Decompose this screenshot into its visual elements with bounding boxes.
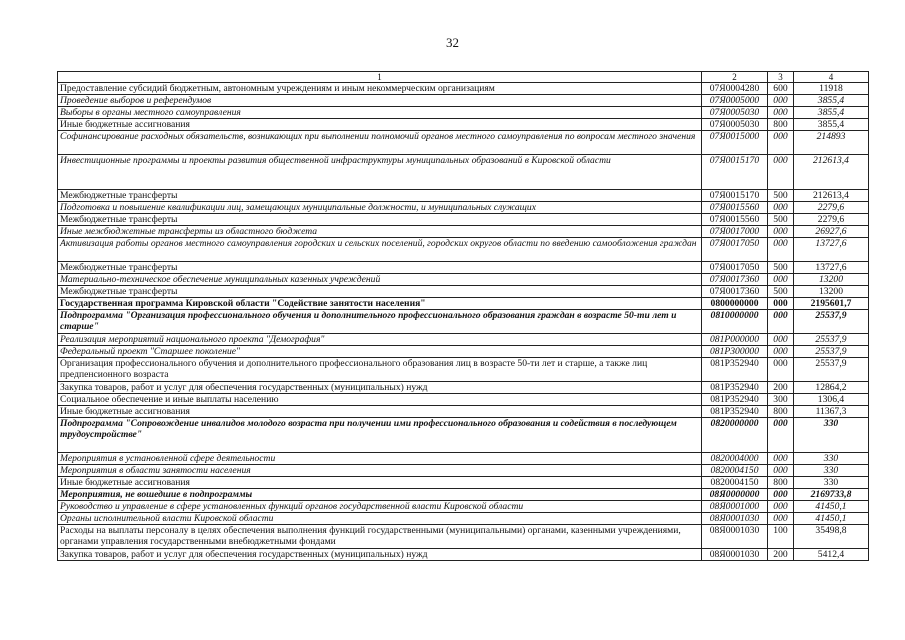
type-cell: 000 [768, 418, 794, 453]
table-row [58, 119, 869, 131]
type-cell: 200 [768, 549, 794, 561]
sum-cell: 26927,6 [794, 226, 869, 238]
type-cell: 500 [768, 214, 794, 226]
code-cell: 07Я0017360 [702, 286, 768, 298]
type-cell: 000 [768, 346, 794, 358]
name-cell: Иные бюджетные ассигнования [58, 406, 702, 418]
sum-cell: 2195601,7 [794, 298, 869, 310]
sum-cell: 212613,4 [794, 155, 869, 190]
name-cell: Реализация мероприятий национального проекта "Демография" [58, 334, 702, 346]
name-cell: Социальное обеспечение и иные выплаты населению [58, 394, 702, 406]
sum-cell: 330 [794, 465, 869, 477]
sum-cell: 13200 [794, 286, 869, 298]
code-cell: 07Я0005030 [702, 119, 768, 131]
code-cell: 07Я0017360 [702, 274, 768, 286]
sum-cell: 330 [794, 418, 869, 453]
name-cell: Межбюджетные трансферты [58, 262, 702, 274]
code-cell: 081P352940 [702, 382, 768, 394]
code-cell: 07Я0015560 [702, 202, 768, 214]
name-cell: Мероприятия в области занятости населения [58, 465, 702, 477]
name-cell: Государственная программа Кировской области "Содействие занятости населения" [58, 298, 702, 310]
sum-cell: 330 [794, 477, 869, 489]
code-cell: 07Я0017050 [702, 262, 768, 274]
type-cell: 000 [768, 95, 794, 107]
type-cell: 500 [768, 190, 794, 202]
name-cell: Межбюджетные трансферты [58, 286, 702, 298]
code-cell: 0820004150 [702, 465, 768, 477]
code-cell: 08Я0001030 [702, 525, 768, 549]
sum-cell: 3855,4 [794, 95, 869, 107]
code-cell: 07Я0017000 [702, 226, 768, 238]
code-cell: 0800000000 [702, 298, 768, 310]
sum-cell: 35498,8 [794, 525, 869, 549]
sum-cell: 3855,4 [794, 119, 869, 131]
name-cell: Материально-техническое обеспечение муниципальных казенных учреждений [58, 274, 702, 286]
table-row [58, 202, 869, 214]
type-cell: 000 [768, 298, 794, 310]
budget-table [57, 71, 869, 561]
type-cell: 000 [768, 107, 794, 119]
table-row [58, 525, 869, 549]
table-row [58, 310, 869, 334]
code-cell: 07Я0015170 [702, 155, 768, 190]
code-cell: 0820004150 [702, 477, 768, 489]
name-cell: Организация профессионального обучения и дополнительного профессионального образования лиц в возрасте 50-ти лет и старше, а также лиц предпенсионного возраста [58, 358, 702, 382]
code-cell: 07Я0015170 [702, 190, 768, 202]
table-row [58, 394, 869, 406]
name-cell: Подпрограмма "Сопровождение инвалидов молодого возраста при получении ими профессионального образования и содействия в последующем трудоустройстве" [58, 418, 702, 453]
table-row [58, 501, 869, 513]
type-cell: 000 [768, 513, 794, 525]
sum-cell: 25537,9 [794, 310, 869, 334]
table-row [58, 298, 869, 310]
name-cell: Проведение выборов и референдумов [58, 95, 702, 107]
type-cell: 000 [768, 358, 794, 382]
name-cell: Мероприятия в установленной сфере деятельности [58, 453, 702, 465]
table-row [58, 131, 869, 155]
type-cell: 000 [768, 501, 794, 513]
name-cell: Межбюджетные трансферты [58, 214, 702, 226]
table-row [58, 477, 869, 489]
name-cell: Софинансирование расходных обязательств, возникающих при выполнении полномочий органов местного самоуправления по вопросам местного значения [58, 131, 702, 155]
type-cell: 000 [768, 274, 794, 286]
type-cell: 500 [768, 286, 794, 298]
code-cell: 07Я0004280 [702, 83, 768, 95]
code-cell: 07Я0015000 [702, 131, 768, 155]
table-row [58, 274, 869, 286]
table-row [58, 334, 869, 346]
type-cell: 800 [768, 477, 794, 489]
header-cell-code: 2 [702, 72, 768, 83]
header-cell-name: 1 [58, 72, 702, 83]
type-cell: 000 [768, 465, 794, 477]
table-row [58, 214, 869, 226]
sum-cell: 41450,1 [794, 513, 869, 525]
code-cell: 07Я0005030 [702, 107, 768, 119]
type-cell: 000 [768, 238, 794, 262]
code-cell: 081P352940 [702, 394, 768, 406]
type-cell: 300 [768, 394, 794, 406]
table-row [58, 83, 869, 95]
table-row [58, 406, 869, 418]
table-row [58, 262, 869, 274]
code-cell: 08Я0001000 [702, 501, 768, 513]
type-cell: 600 [768, 83, 794, 95]
sum-cell: 13200 [794, 274, 869, 286]
sum-cell: 11367,3 [794, 406, 869, 418]
header-cell-type: 3 [768, 72, 794, 83]
code-cell: 08Я0000000 [702, 489, 768, 501]
name-cell: Предоставление субсидий бюджетным, автономным учреждениям и иным некоммерческим организациям [58, 83, 702, 95]
table-row [58, 107, 869, 119]
type-cell: 100 [768, 525, 794, 549]
table-row [58, 465, 869, 477]
table-row [58, 513, 869, 525]
sum-cell: 2169733,8 [794, 489, 869, 501]
name-cell: Федеральный проект "Старшее поколение" [58, 346, 702, 358]
sum-cell: 212613,4 [794, 190, 869, 202]
name-cell: Органы исполнительной власти Кировской области [58, 513, 702, 525]
sum-cell: 3855,4 [794, 107, 869, 119]
type-cell: 000 [768, 453, 794, 465]
type-cell: 500 [768, 262, 794, 274]
type-cell: 200 [768, 382, 794, 394]
page-number: 32 [446, 35, 459, 50]
type-cell: 000 [768, 226, 794, 238]
code-cell: 081P000000 [702, 334, 768, 346]
table-row [58, 549, 869, 561]
name-cell: Подпрограмма "Организация профессионального обучения и дополнительного профессионального образования граждан в возрасте 50-ти лет и старше" [58, 310, 702, 334]
table-row [58, 489, 869, 501]
type-cell: 000 [768, 202, 794, 214]
table-row [58, 358, 869, 382]
code-cell: 081P300000 [702, 346, 768, 358]
code-cell: 0820004000 [702, 453, 768, 465]
name-cell: Подготовка и повышение квалификации лиц, замещающих муниципальные должности, и муниципальных служащих [58, 202, 702, 214]
code-cell: 07Я0017050 [702, 238, 768, 262]
sum-cell: 214893 [794, 131, 869, 155]
name-cell: Выборы в органы местного самоуправления [58, 107, 702, 119]
code-cell: 07Я0005000 [702, 95, 768, 107]
sum-cell: 13727,6 [794, 262, 869, 274]
sum-cell: 25537,9 [794, 334, 869, 346]
type-cell: 800 [768, 406, 794, 418]
name-cell: Иные межбюджетные трансферты из областного бюджета [58, 226, 702, 238]
table-row [58, 346, 869, 358]
table-header-row [58, 72, 869, 83]
sum-cell: 25537,9 [794, 358, 869, 382]
name-cell: Расходы на выплаты персоналу в целях обеспечения выполнения функций государственными (муниципальными) органами, казенными учреждениями, органами управления государственными внебюджетными фондами [58, 525, 702, 549]
code-cell: 08Я0001030 [702, 513, 768, 525]
table-row [58, 226, 869, 238]
name-cell: Закупка товаров, работ и услуг для обеспечения государственных (муниципальных) нужд [58, 382, 702, 394]
type-cell: 000 [768, 131, 794, 155]
table-row [58, 286, 869, 298]
name-cell: Мероприятия, не вошедшие в подпрограммы [58, 489, 702, 501]
table-row [58, 238, 869, 262]
code-cell: 081P352940 [702, 406, 768, 418]
table-row [58, 418, 869, 453]
sum-cell: 330 [794, 453, 869, 465]
name-cell: Закупка товаров, работ и услуг для обеспечения государственных (муниципальных) нужд [58, 549, 702, 561]
sum-cell: 1306,4 [794, 394, 869, 406]
name-cell: Иные бюджетные ассигнования [58, 119, 702, 131]
type-cell: 000 [768, 155, 794, 190]
sum-cell: 2279,6 [794, 202, 869, 214]
sum-cell: 5412,4 [794, 549, 869, 561]
sum-cell: 41450,1 [794, 501, 869, 513]
type-cell: 800 [768, 119, 794, 131]
table-row [58, 453, 869, 465]
name-cell: Активизация работы органов местного самоуправления городских и сельских поселений, городских округов области по введению самообложения граждан [58, 238, 702, 262]
sum-cell: 11918 [794, 83, 869, 95]
code-cell: 07Я0015560 [702, 214, 768, 226]
type-cell: 000 [768, 310, 794, 334]
table-row [58, 155, 869, 190]
sum-cell: 13727,6 [794, 238, 869, 262]
name-cell: Межбюджетные трансферты [58, 190, 702, 202]
type-cell: 000 [768, 489, 794, 501]
header-cell-sum: 4 [794, 72, 869, 83]
type-cell: 000 [768, 334, 794, 346]
table-row [58, 190, 869, 202]
sum-cell: 12864,2 [794, 382, 869, 394]
code-cell: 08Я0001030 [702, 549, 768, 561]
table-row [58, 382, 869, 394]
code-cell: 0820000000 [702, 418, 768, 453]
name-cell: Инвестиционные программы и проекты развития общественной инфраструктуры муниципальных образований в Кировской области [58, 155, 702, 190]
code-cell: 081P352940 [702, 358, 768, 382]
name-cell: Руководство и управление в сфере установленных функций органов государственной власти Кировской области [58, 501, 702, 513]
table-row [58, 95, 869, 107]
code-cell: 0810000000 [702, 310, 768, 334]
sum-cell: 25537,9 [794, 346, 869, 358]
sum-cell: 2279,6 [794, 214, 869, 226]
name-cell: Иные бюджетные ассигнования [58, 477, 702, 489]
